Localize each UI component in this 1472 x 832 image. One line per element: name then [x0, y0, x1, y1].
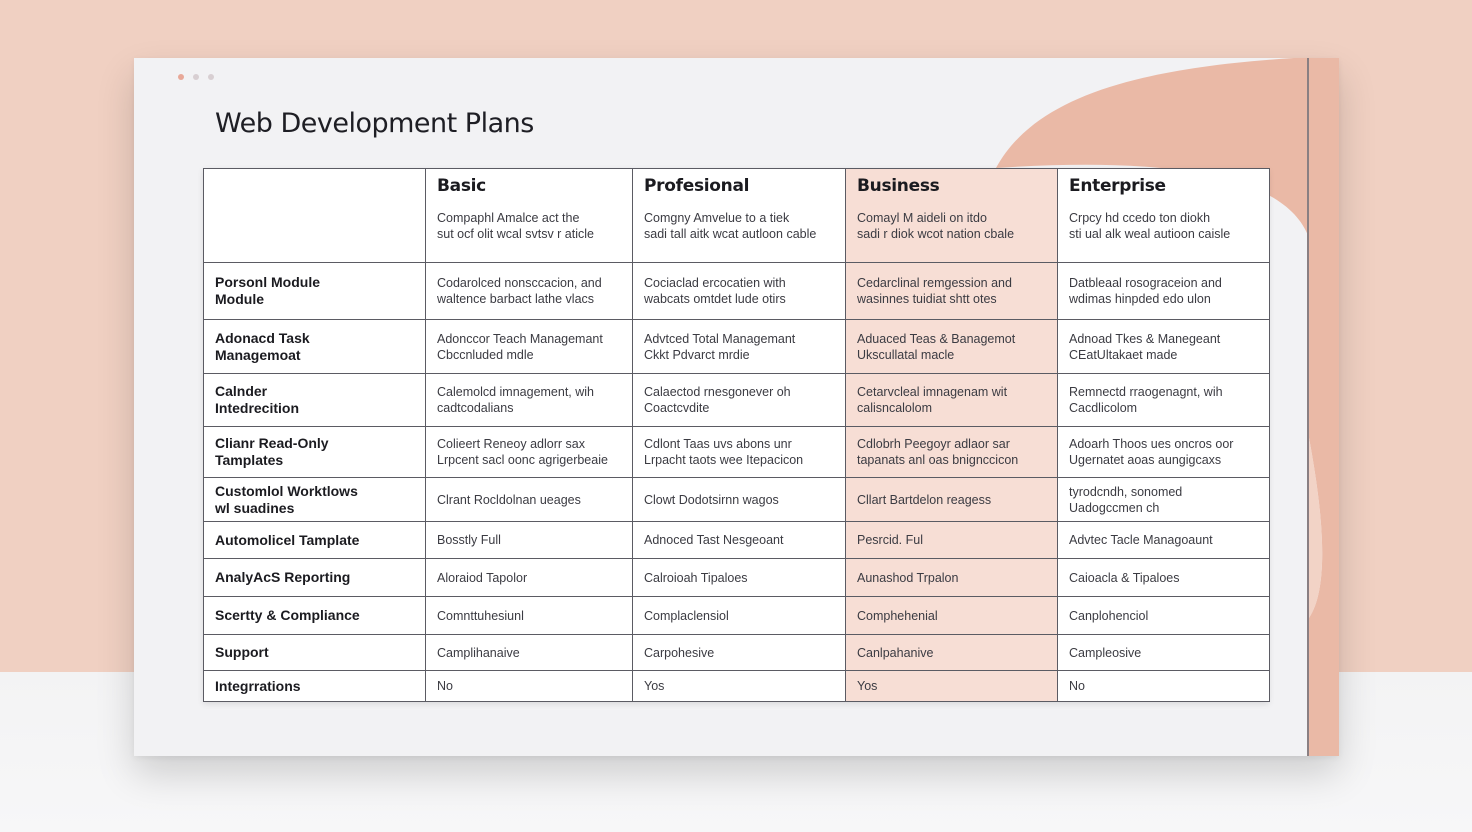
table-row — [204, 478, 1270, 522]
feature-value-line: CEatUltakaet made — [1069, 347, 1178, 362]
feature-value-line: Advtced Total Managemant — [644, 331, 796, 346]
feature-value-line: Aloraiod Tapolor — [437, 570, 528, 585]
feature-value-cell — [1058, 522, 1270, 559]
feature-label-cell — [204, 478, 426, 522]
table-row — [204, 374, 1270, 427]
feature-value-cell — [846, 374, 1058, 427]
feature-value-line: Calroioah Tipaloes — [644, 570, 748, 585]
comparison-table-wrapper — [203, 168, 1269, 702]
feature-value-line: Lrpcent sacl oonc agrigerbeaie — [437, 453, 608, 467]
feature-value-cell — [426, 374, 633, 427]
feature-value-cell — [633, 427, 846, 478]
feature-value-line: Yos — [857, 679, 878, 693]
feature-value-line: Cetarvcleal imnagenam wit — [857, 385, 1008, 399]
feature-label-cell — [204, 597, 426, 635]
feature-label-line: Integrrations — [215, 677, 301, 694]
plan-description-line: Comgny Amvelue to a tiek — [644, 211, 790, 225]
feature-value-cell — [426, 597, 633, 635]
table-row — [204, 522, 1270, 559]
table-row — [204, 635, 1270, 671]
feature-label-line: Customlol Worktlows — [215, 482, 358, 499]
feature-value-cell — [426, 635, 633, 671]
feature-value-line: Aunashod Trpalon — [857, 570, 959, 585]
table-row — [204, 559, 1270, 597]
feature-value-cell — [1058, 635, 1270, 671]
feature-label-line: Intedrecition — [215, 400, 300, 416]
feature-value-line: tyrodcndh, sonomed — [1069, 484, 1183, 499]
feature-value-line: Complaclensiol — [644, 608, 729, 623]
feature-label-cell — [204, 671, 426, 702]
feature-value-cell — [846, 559, 1058, 597]
feature-label-line: Support — [215, 644, 269, 660]
feature-value-line: Comnttuhesiunl — [437, 608, 524, 623]
plan-description-line: Crpcy hd ccedo ton diokh — [1069, 211, 1211, 225]
table-header-row — [204, 169, 1270, 263]
feature-value-line: Cedarclinal remgession and — [857, 276, 1012, 290]
plan-header-enterprise — [1058, 169, 1270, 263]
plan-header-professional — [633, 169, 846, 263]
feature-value-line: calisncalolom — [857, 401, 933, 415]
feature-value-cell — [1058, 374, 1270, 427]
table-row — [204, 320, 1270, 374]
dot-indicator — [208, 74, 214, 80]
feature-value-line: Adnoced Tast Nesgeoant — [644, 533, 784, 547]
feature-value-cell — [633, 635, 846, 671]
feature-value-line: Ukscullatal macle — [857, 347, 955, 362]
feature-value-cell — [846, 320, 1058, 374]
feature-value-line: Codarolced nonsccacion, and — [437, 276, 602, 290]
feature-value-line: Advtec Tacle Managoaunt — [1069, 533, 1213, 547]
plan-comparison-table — [203, 168, 1270, 702]
feature-value-cell — [633, 559, 846, 597]
feature-value-line: Canplohenciol — [1069, 608, 1149, 623]
feature-value-line: tapanats anl oas bnignccicon — [857, 453, 1019, 467]
feature-value-line: Clowt Dodotsirnn wagos — [644, 492, 779, 507]
feature-value-line: Calemolcd imnagement, wih — [437, 385, 595, 399]
feature-value-cell — [846, 263, 1058, 320]
feature-value-line: wasinnes tuidiat shtt otes — [857, 292, 997, 306]
feature-value-line: Pesrcid. Ful — [857, 533, 923, 547]
feature-value-cell — [1058, 427, 1270, 478]
plan-description-line: Compaphl Amalce act the — [437, 211, 580, 225]
feature-value-cell — [426, 427, 633, 478]
feature-value-line: Aduaced Teas & Banagemot — [857, 331, 1016, 346]
feature-value-line: waltence barbact lathe vlacs — [437, 292, 595, 306]
feature-value-cell — [426, 671, 633, 702]
feature-value-line: Adnoad Tkes & Manegeant — [1069, 331, 1221, 346]
dot-indicator — [178, 74, 184, 80]
feature-label-line: Module — [215, 291, 264, 307]
feature-value-line: Adonccor Teach Managemant — [437, 331, 603, 346]
feature-label-line: Automolicel Tamplate — [215, 531, 360, 548]
feature-value-cell — [1058, 559, 1270, 597]
feature-value-line: Datbleaal rosograceion and — [1069, 276, 1222, 290]
plan-description — [437, 210, 621, 242]
card-edge-line — [1307, 58, 1309, 756]
plan-name: Basic — [437, 176, 486, 196]
plan-name: Business — [857, 176, 940, 196]
feature-value-cell — [846, 522, 1058, 559]
feature-value-cell — [633, 597, 846, 635]
plan-header-business — [846, 169, 1058, 263]
feature-label-cell — [204, 320, 426, 374]
feature-label-line: Porsonl Module — [215, 274, 320, 290]
feature-value-cell — [846, 671, 1058, 702]
feature-value-line: Comphehenial — [857, 608, 938, 623]
feature-value-cell — [426, 478, 633, 522]
feature-value-line: Bosstly Full — [437, 533, 501, 547]
feature-value-cell — [426, 263, 633, 320]
feature-value-line: Ckkt Pdvarct mrdie — [644, 347, 750, 362]
feature-value-line: Uadogccmen ch — [1069, 500, 1160, 515]
table-row — [204, 263, 1270, 320]
feature-value-line: Cbccnluded mdle — [437, 347, 534, 362]
feature-value-cell — [426, 522, 633, 559]
feature-value-cell — [633, 263, 846, 320]
plan-description-line: sadi tall aitk wcat autloon cable — [644, 227, 817, 241]
plan-description — [1069, 210, 1258, 242]
feature-label-cell — [204, 635, 426, 671]
feature-value-line: Lrpacht taots wee Itepacicon — [644, 453, 804, 467]
feature-value-line: Camplihanaive — [437, 645, 520, 660]
table-row — [204, 427, 1270, 478]
table-row — [204, 597, 1270, 635]
feature-value-line: Cllart Bartdelon reagess — [857, 492, 992, 507]
feature-value-cell — [633, 478, 846, 522]
feature-value-cell — [1058, 320, 1270, 374]
slide-card — [134, 58, 1339, 756]
feature-value-cell — [426, 559, 633, 597]
feature-value-cell — [1058, 263, 1270, 320]
feature-value-line: Cdlont Taas uvs abons unr — [644, 437, 792, 451]
feature-label-cell — [204, 427, 426, 478]
plan-description-line: sti ual alk weal autioon caisle — [1069, 227, 1231, 241]
feature-value-cell — [846, 427, 1058, 478]
feature-value-cell — [633, 522, 846, 559]
feature-value-line: Remnectd rraogenagnt, wih — [1069, 385, 1223, 399]
feature-label-cell — [204, 374, 426, 427]
feature-label-line: Clianr Read-Only — [215, 435, 329, 451]
feature-value-cell — [846, 635, 1058, 671]
feature-label-cell — [204, 559, 426, 597]
feature-value-line: Yos — [644, 679, 665, 693]
page-title: Web Development Plans — [215, 108, 534, 139]
dot-indicator — [193, 74, 199, 80]
plan-name: Enterprise — [1069, 176, 1166, 196]
feature-value-line: Cacdlicolom — [1069, 401, 1138, 415]
feature-value-line: Ugernatet aoas aungigcaxs — [1069, 453, 1222, 467]
window-dots — [178, 74, 214, 80]
feature-label-line: Managemoat — [215, 346, 301, 363]
plan-description-line: sadi r diok wcot nation cbale — [857, 227, 1015, 241]
feature-value-line: Calaectod rnesgonever oh — [644, 385, 791, 399]
header-corner-cell — [204, 169, 426, 263]
feature-label-line: Adonacd Task — [215, 329, 310, 346]
feature-value-line: Cociaclad ercocatien with — [644, 276, 786, 290]
feature-value-line: Colieert Reneoy adlorr sax — [437, 437, 585, 451]
feature-label-line: Tamplates — [215, 452, 284, 468]
feature-label-line: wl suadines — [215, 499, 295, 516]
feature-value-cell — [633, 320, 846, 374]
table-row — [204, 671, 1270, 702]
feature-value-line: Clrant Rocldolnan ueages — [437, 492, 581, 507]
feature-value-cell — [426, 320, 633, 374]
feature-value-cell — [1058, 597, 1270, 635]
plan-description — [644, 210, 834, 242]
feature-value-cell — [633, 374, 846, 427]
feature-value-line: Cdlobrh Peegoyr adlaor sar — [857, 437, 1010, 451]
feature-value-cell — [633, 671, 846, 702]
feature-value-line: Adoarh Thoos ues oncros oor — [1069, 437, 1234, 451]
feature-label-cell — [204, 522, 426, 559]
feature-value-cell — [1058, 478, 1270, 522]
feature-label-line: Calnder — [215, 383, 268, 399]
feature-value-line: Campleosive — [1069, 645, 1142, 660]
plan-description — [857, 210, 1046, 242]
plan-header-basic — [426, 169, 633, 263]
feature-value-line: No — [437, 679, 453, 693]
plan-description-line: Comayl M aideli on itdo — [857, 211, 987, 225]
feature-label-line: AnalyAcS Reporting — [215, 569, 351, 585]
feature-label-cell — [204, 263, 426, 320]
feature-value-line: wabcats omtdet lude otirs — [644, 292, 786, 306]
plan-name: Profesional — [644, 176, 750, 196]
feature-value-cell — [846, 597, 1058, 635]
feature-value-cell — [1058, 671, 1270, 702]
feature-value-line: No — [1069, 679, 1085, 693]
plan-description-line: sut ocf olit wcal svtsv r aticle — [437, 227, 594, 241]
feature-value-cell — [846, 478, 1058, 522]
feature-value-line: Carpohesive — [644, 645, 715, 660]
feature-value-line: Caioacla & Tipaloes — [1069, 570, 1180, 585]
feature-value-line: Coactcvdite — [644, 401, 710, 415]
feature-value-line: wdimas hinpded edo ulon — [1069, 292, 1211, 306]
feature-value-line: Canlpahanive — [857, 645, 934, 660]
feature-value-line: cadtcodalians — [437, 401, 514, 415]
feature-label-line: Scertty & Compliance — [215, 607, 360, 623]
